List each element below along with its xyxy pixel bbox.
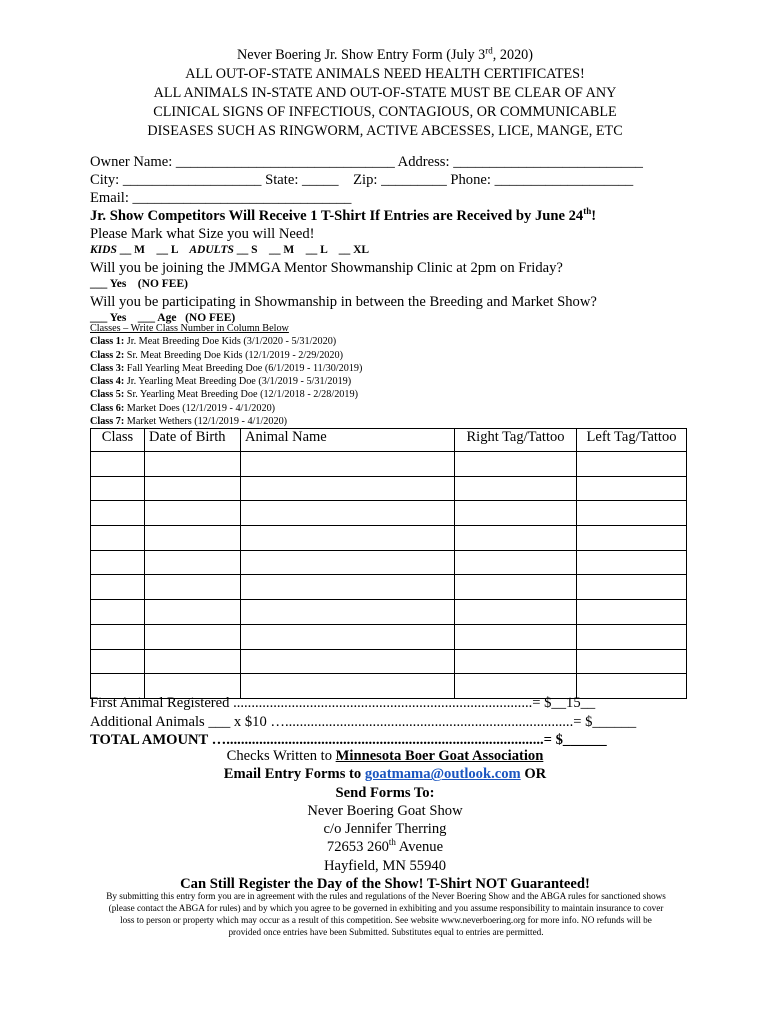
class-cell[interactable] [91, 501, 145, 526]
left-tag-cell[interactable] [577, 452, 687, 477]
left-tag-cell[interactable] [577, 476, 687, 501]
table-row[interactable] [91, 526, 687, 551]
payee-name: Minnesota Boer Goat Association [335, 748, 544, 764]
clinic-question: Will you be joining the JMMGA Mentor Showmanship Clinic at 2pm on Friday? [90, 260, 563, 276]
left-tag-cell[interactable] [577, 550, 687, 575]
right-tag-cell[interactable] [455, 501, 577, 526]
left-tag-cell[interactable] [577, 649, 687, 674]
email-link[interactable]: goatmama@outlook.com [364, 766, 521, 783]
animal-name-cell[interactable] [241, 550, 455, 575]
table-row[interactable] [91, 501, 687, 526]
class-cell[interactable] [91, 526, 145, 551]
mailing-address-line: c/o Jennifer Therring [323, 821, 447, 838]
mailing-address-line: Never Boering Goat Show [307, 802, 463, 819]
table-row[interactable] [91, 452, 687, 477]
class-item: Class 3: Fall Yearling Meat Breeding Doe (6/1/2019 - 11/30/2019) [90, 362, 363, 374]
animal-name-cell[interactable] [241, 526, 455, 551]
header-class: Class [91, 429, 145, 452]
kids-sizes[interactable]: __ M __ L [116, 244, 190, 256]
showmanship-answer[interactable]: ___ Yes ___ Age (NO FEE) [90, 312, 236, 324]
city-state-zip-phone-field[interactable]: City: ___________________ State: _____ Zip: _________ Phone: ___________________ [90, 172, 634, 188]
class-item: Class 7: Market Wethers (12/1/2019 - 4/1/2020) [90, 416, 288, 428]
table-row[interactable] [91, 600, 687, 625]
class-list [90, 322, 362, 428]
class-item: Class 6: Market Does (12/1/2019 - 4/1/2020) [90, 402, 276, 414]
animal-name-cell[interactable] [241, 600, 455, 625]
dob-cell[interactable] [145, 575, 241, 600]
animal-name-cell[interactable] [241, 624, 455, 649]
dob-cell[interactable] [145, 600, 241, 625]
dob-cell[interactable] [145, 501, 241, 526]
animal-name-cell[interactable] [241, 575, 455, 600]
header-left-tag: Left Tag/Tattoo [577, 429, 687, 452]
kids-label: KIDS [90, 244, 117, 256]
dob-cell[interactable] [145, 526, 241, 551]
class-cell[interactable] [91, 600, 145, 625]
email-field[interactable]: Email: ______________________________ [90, 190, 352, 206]
class-item: Class 4: Jr. Yearling Meat Breeding Doe (3/1/2019 - 5/31/2019) [90, 376, 352, 388]
fee-totals [90, 694, 690, 750]
additional-animals-fee[interactable]: Additional Animals ___ x $10 …...............................................................................= $______ [90, 713, 637, 730]
owner-name-address-field[interactable]: Owner Name: ______________________________ Address: __________________________ [90, 154, 643, 170]
left-tag-cell[interactable] [577, 526, 687, 551]
class-cell[interactable] [91, 476, 145, 501]
mailing-address-line: 72653 260th Avenue [326, 837, 444, 856]
class-cell[interactable] [91, 452, 145, 477]
health-certificate-notice: ALL OUT-OF-STATE ANIMALS NEED HEALTH CERTIFICATES! [185, 66, 585, 82]
total-amount[interactable]: TOTAL AMOUNT ….......................................................................................= $______ [90, 732, 607, 748]
right-tag-cell[interactable] [455, 476, 577, 501]
right-tag-cell[interactable] [455, 624, 577, 649]
table-row[interactable] [91, 476, 687, 501]
right-tag-cell[interactable] [455, 575, 577, 600]
dob-cell[interactable] [145, 649, 241, 674]
class-cell[interactable] [91, 550, 145, 575]
class-item: Class 2: Sr. Meat Breeding Doe Kids (12/1/2019 - 2/29/2020) [90, 349, 343, 361]
form-header [80, 46, 690, 141]
class-cell[interactable] [91, 575, 145, 600]
health-notice-line: DISEASES SUCH AS RINGWORM, ACTIVE ABCESSES, LICE, MANGE, ETC [147, 123, 623, 139]
right-tag-cell[interactable] [455, 550, 577, 575]
header-right-tag: Right Tag/Tattoo [455, 429, 577, 452]
right-tag-cell[interactable] [455, 452, 577, 477]
header-date-of-birth: Date of Birth [145, 429, 241, 452]
animal-name-cell[interactable] [241, 649, 455, 674]
animal-name-cell[interactable] [241, 452, 455, 477]
class-cell[interactable] [91, 624, 145, 649]
table-header-row [91, 429, 687, 452]
tshirt-size-options[interactable] [90, 243, 700, 257]
left-tag-cell[interactable] [577, 600, 687, 625]
adults-label: ADULTS [189, 244, 234, 256]
showmanship-question: Will you be participating in Showmanship in between the Breeding and Market Show? [90, 294, 597, 310]
left-tag-cell[interactable] [577, 575, 687, 600]
right-tag-cell[interactable] [455, 526, 577, 551]
checks-line: Checks Written to Minnesota Boer Goat Association [226, 748, 544, 764]
right-tag-cell[interactable] [455, 649, 577, 674]
header-animal-name: Animal Name [241, 429, 455, 452]
first-animal-fee: First Animal Registered ..................................................................................= $__15__ [90, 695, 596, 711]
animal-name-cell[interactable] [241, 476, 455, 501]
dob-cell[interactable] [145, 550, 241, 575]
day-of-registration-notice: Can Still Register the Day of the Show! T-Shirt NOT Guaranteed! [180, 876, 590, 893]
dob-cell[interactable] [145, 476, 241, 501]
form-title: Never Boering Jr. Show Entry Form (July 3rd, 2020) [237, 45, 533, 63]
table-row[interactable] [91, 624, 687, 649]
dob-cell[interactable] [145, 452, 241, 477]
health-notice-line: ALL ANIMALS IN-STATE AND OUT-OF-STATE MUST BE CLEAR OF ANY [153, 85, 617, 101]
table-row[interactable] [91, 550, 687, 575]
tshirt-notice: Jr. Show Competitors Will Receive 1 T-Shirt If Entries are Received by June 24th! [90, 206, 597, 224]
clinic-answer[interactable]: ___ Yes (NO FEE) [90, 278, 188, 290]
payment-instructions [90, 747, 680, 893]
table-row[interactable] [91, 649, 687, 674]
class-item: Class 5: Sr. Yearling Meat Breeding Doe (12/1/2018 - 2/28/2019) [90, 389, 358, 401]
entry-table [90, 428, 687, 699]
health-notice-line: CLINICAL SIGNS OF INFECTIOUS, CONTAGIOUS, OR COMMUNICABLE [153, 104, 617, 120]
class-cell[interactable] [91, 649, 145, 674]
send-forms-heading: Send Forms To: [335, 784, 435, 801]
left-tag-cell[interactable] [577, 624, 687, 649]
dob-cell[interactable] [145, 624, 241, 649]
right-tag-cell[interactable] [455, 600, 577, 625]
adults-sizes[interactable]: __ S __ M __ L __ XL [233, 244, 370, 256]
email-line: Email Entry Forms to goatmama@outlook.com OR [223, 766, 547, 783]
left-tag-cell[interactable] [577, 501, 687, 526]
table-row[interactable] [91, 575, 687, 600]
fine-print: By submitting this entry form you are in agreement with the rules and regulations of the Never Boering Show and the ABGA rules for sanctioned shows (please contact the ABGA for rules) and by which you agree to be governed in exhibiting and you assume responsibility to maintain insurance to cover loss to person or property which may occur as a result of this competition. See website www.neverboering.org for more info. NO refunds will be provided once entries have been Submitted. Substitutes equal to entries are permitted. [106, 891, 666, 937]
mailing-address-line: Hayfield, MN 55940 [323, 857, 446, 874]
class-item: Class 1: Jr. Meat Breeding Doe Kids (3/1/2020 - 5/31/2020) [90, 336, 337, 348]
size-prompt: Please Mark what Size you will Need! [90, 226, 315, 242]
animal-name-cell[interactable] [241, 501, 455, 526]
owner-info-section [90, 153, 700, 325]
class-list-heading: Classes – Write Class Number in Column Below [90, 323, 289, 334]
